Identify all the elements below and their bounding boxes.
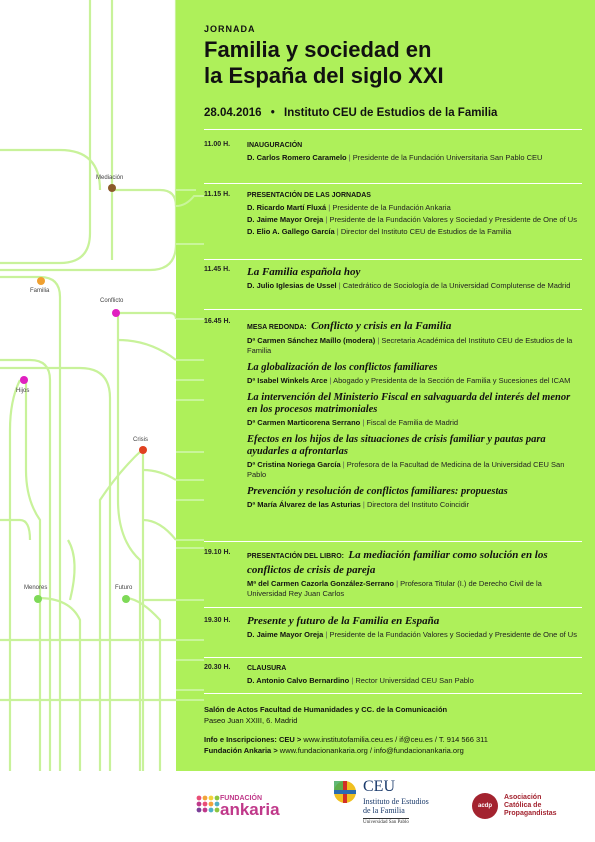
- ceu-line-3: Universidad San Pablo: [363, 820, 409, 825]
- talk-title: La globalización de los conflictos familiares: [247, 362, 438, 373]
- speaker: Dª María Álvarez de las Asturias | Directora del Instituto Coincidir: [247, 500, 470, 509]
- futuro-node-label: Futuro: [115, 585, 133, 591]
- speaker-role: Profesora Titular (I.) de Derecho Civil de la Universidad Rey Juan Carlos: [247, 579, 542, 598]
- venue-info: [204, 704, 584, 756]
- speaker: D. Jaime Mayor Oreja | Presidente de la Fundación Valores y Sociedad y Presidente de One of Us: [247, 630, 577, 639]
- session-time: 11.00 H.: [204, 141, 231, 148]
- ankaria-contacts[interactable]: www.fundacionankaria.org / info@fundacionankaria.org: [279, 746, 464, 755]
- speaker-name: D. Carlos Romero Caramelo: [247, 153, 347, 162]
- acdp-line-3: Propagandistas: [504, 810, 557, 817]
- info-label: Info e Inscripciones: CEU >: [204, 735, 302, 744]
- hijos-node-dot: [20, 376, 28, 384]
- speaker-name: Mª del Carmen Cazorla González-Serrano: [247, 579, 394, 588]
- speaker: Dª Cristina Noriega García | Profesora de la Facultad de Medicina de la Universidad CEU San Pablo: [247, 460, 565, 479]
- title-line-1: Familia y sociedad en: [204, 37, 432, 62]
- session-title: Conflicto y crisis en la Familia: [311, 320, 452, 332]
- event-dateline: [204, 107, 497, 119]
- speaker-name: D. Ricardo Martí Fluxá: [247, 203, 327, 212]
- session-title: Presente y futuro de la Familia en España: [247, 615, 440, 627]
- session-time: 16.45 H.: [204, 318, 231, 325]
- speaker: Dª Carmen Sánchez Maíllo (modera) | Secretaria Académica del Instituto CEU de Estudios de la Familia: [247, 336, 573, 355]
- menores-node-dot: [34, 595, 42, 603]
- ceu-emblem-icon: [333, 780, 357, 804]
- speaker-name: Dª Isabel Winkels Arce: [247, 376, 328, 385]
- venue-line-1: Salón de Actos Facultad de Humanidades y CC. de la Comunicación: [204, 705, 448, 714]
- session-title: La Familia española hoy: [247, 266, 361, 278]
- talk-title: La intervención del Ministerio Fiscal en salvaguarda del interés del menor en los procesos matrimoniales: [247, 392, 571, 415]
- speaker: D. Jaime Mayor Oreja | Presidente de la Fundación Valores y Sociedad y Presidente de One of Us: [247, 215, 577, 224]
- speaker: D. Carlos Romero Caramelo | Presidente de la Fundación Universitaria San Pablo CEU: [247, 153, 543, 162]
- event-kicker: JORNADA: [204, 24, 256, 34]
- conflicto-node-label: Conflicto: [100, 298, 124, 304]
- session-time: 11.45 H.: [204, 266, 231, 273]
- speaker-role: Presidente de la Fundación Valores y Sociedad y Presidente de One of Us: [329, 215, 577, 224]
- speaker: Dª Carmen Marticorena Serrano | Fiscal de Familia de Madrid: [247, 418, 459, 427]
- ceu-big: CEU: [363, 778, 395, 795]
- session-time: 20.30 H.: [204, 664, 231, 671]
- speaker-name: Dª María Álvarez de las Asturias: [247, 500, 361, 509]
- info-line: [204, 734, 584, 745]
- ankaria-label: Fundación Ankaria >: [204, 746, 278, 755]
- session-label: INAUGURACIÓN: [247, 142, 303, 149]
- speaker-name: Dª Cristina Noriega García: [247, 460, 341, 469]
- speaker: D. Elio A. Gallego García | Director del Instituto CEU de Estudios de la Familia: [247, 227, 512, 236]
- speaker-role: Catedrático de Sociología de la Universidad Complutense de Madrid: [342, 281, 571, 290]
- session-heading: [247, 547, 577, 577]
- session-time: 11.15 H.: [204, 191, 231, 198]
- speaker-name: D. Jaime Mayor Oreja: [247, 630, 324, 639]
- speaker-role: Secretaria Académica del Instituto CEU de Estudios de la Familia: [247, 336, 573, 355]
- event-title: [204, 37, 584, 89]
- speaker-name: Dª Carmen Sánchez Maíllo (modera): [247, 336, 376, 345]
- speaker-role: Directora del Instituto Coincidir: [366, 500, 470, 509]
- speaker-name: Dª Carmen Marticorena Serrano: [247, 418, 361, 427]
- logo-bar: [0, 771, 595, 842]
- ankaria-logo: [196, 795, 306, 825]
- familia-node-label: Familia: [30, 288, 50, 294]
- mediacion-node-label: Mediación: [96, 175, 124, 181]
- familia-node-dot: [37, 277, 45, 285]
- title-line-2: la España del siglo XXI: [204, 63, 444, 88]
- divider: [204, 693, 582, 694]
- speaker: D. Ricardo Martí Fluxá | Presidente de la Fundación Ankaria: [247, 203, 451, 212]
- mediacion-node-dot: [108, 184, 116, 192]
- event-date: 28.04.2016: [204, 107, 262, 119]
- speaker-name: D. Julio Iglesias de Ussel: [247, 281, 337, 290]
- session-heading: [247, 316, 577, 334]
- divider: [204, 607, 582, 608]
- ceu-logo: [333, 778, 443, 838]
- acdp-emblem-icon: [472, 793, 498, 819]
- session-time: 19.30 H.: [204, 617, 231, 624]
- speaker-role: Abogado y Presidenta de la Sección de Familia y Sucesiones del ICAM: [333, 376, 571, 385]
- crisis-node-label: Crisis: [133, 437, 148, 443]
- acdp-mark: acdp: [477, 803, 492, 809]
- ankaria-big: ankaria: [220, 800, 280, 819]
- speaker: D. Antonio Calvo Bernardino | Rector Universidad CEU San Pablo: [247, 676, 474, 685]
- session-title: La mediación familiar como solución en los conflictos de crisis de pareja: [247, 549, 548, 576]
- divider: [204, 541, 582, 542]
- crisis-node-dot: [139, 446, 147, 454]
- speaker-role: Presidente de la Fundación Ankaria: [332, 203, 451, 212]
- speaker-role: Presidente de la Fundación Valores y Sociedad y Presidente de One of Us: [329, 630, 577, 639]
- speaker: Dª Isabel Winkels Arce | Abogado y Presidenta de la Sección de Familia y Sucesiones del ICAM: [247, 376, 571, 385]
- hijos-node-label: Hijos: [16, 388, 30, 394]
- ceu-line-1: Instituto de Estudios: [363, 797, 429, 806]
- acdp-line-1: Asociación: [504, 794, 542, 801]
- ankaria-dots-icon: [196, 795, 220, 819]
- session-label: PRESENTACIÓN DE LAS JORNADAS: [247, 192, 371, 199]
- acdp-logo: [472, 793, 582, 823]
- speaker-role: Profesora de la Facultad de Medicina de la Universidad CEU San Pablo: [247, 460, 565, 479]
- session-time: 19.10 H.: [204, 549, 231, 556]
- speaker-role: Director del Instituto CEU de Estudios de la Familia: [340, 227, 512, 236]
- dateline-bullet: •: [270, 107, 275, 119]
- venue-line-2: Paseo Juan XXIII, 6. Madrid: [204, 716, 298, 725]
- info-contacts[interactable]: www.institutofamilia.ceu.es / if@ceu.es / T. 914 566 311: [303, 735, 488, 744]
- ceu-line-2: de la Familia: [363, 806, 405, 815]
- divider: [204, 657, 582, 658]
- session-label: MESA REDONDA:: [247, 324, 307, 331]
- session-label: CLAUSURA: [247, 665, 287, 672]
- conflicto-node-dot: [112, 309, 120, 317]
- menores-node-label: Menores: [24, 585, 48, 591]
- speaker-name: D. Elio A. Gallego García: [247, 227, 335, 236]
- ankaria-line: [204, 745, 584, 756]
- event-venue: Instituto CEU de Estudios de la Familia: [284, 107, 498, 119]
- speaker-role: Presidente de la Fundación Universitaria San Pablo CEU: [352, 153, 543, 162]
- speaker-role: Fiscal de Familia de Madrid: [366, 418, 459, 427]
- talk-title: Efectos en los hijos de las situaciones de crisis familiar y pautas para ayudarles a afrontarlas: [247, 434, 546, 457]
- speaker: Mª del Carmen Cazorla González-Serrano | Profesora Titular (I.) de Derecho Civil de la Universidad Rey Juan Carlos: [247, 579, 542, 598]
- divider: [204, 309, 582, 310]
- acdp-line-2: Católica de: [504, 802, 542, 809]
- talk-title: Prevención y resolución de conflictos familiares: propuestas: [247, 486, 508, 497]
- speaker: D. Julio Iglesias de Ussel | Catedrático de Sociología de la Universidad Complutense de Madrid: [247, 281, 571, 290]
- divider: [204, 129, 582, 130]
- divider: [204, 259, 582, 260]
- speaker-role: Rector Universidad CEU San Pablo: [355, 676, 474, 685]
- speaker-name: D. Antonio Calvo Bernardino: [247, 676, 350, 685]
- futuro-node-dot: [122, 595, 130, 603]
- session-label: PRESENTACIÓN DEL LIBRO:: [247, 553, 344, 560]
- ankaria-small: FUNDACIÓN: [220, 795, 262, 802]
- divider: [204, 183, 582, 184]
- speaker-name: D. Jaime Mayor Oreja: [247, 215, 324, 224]
